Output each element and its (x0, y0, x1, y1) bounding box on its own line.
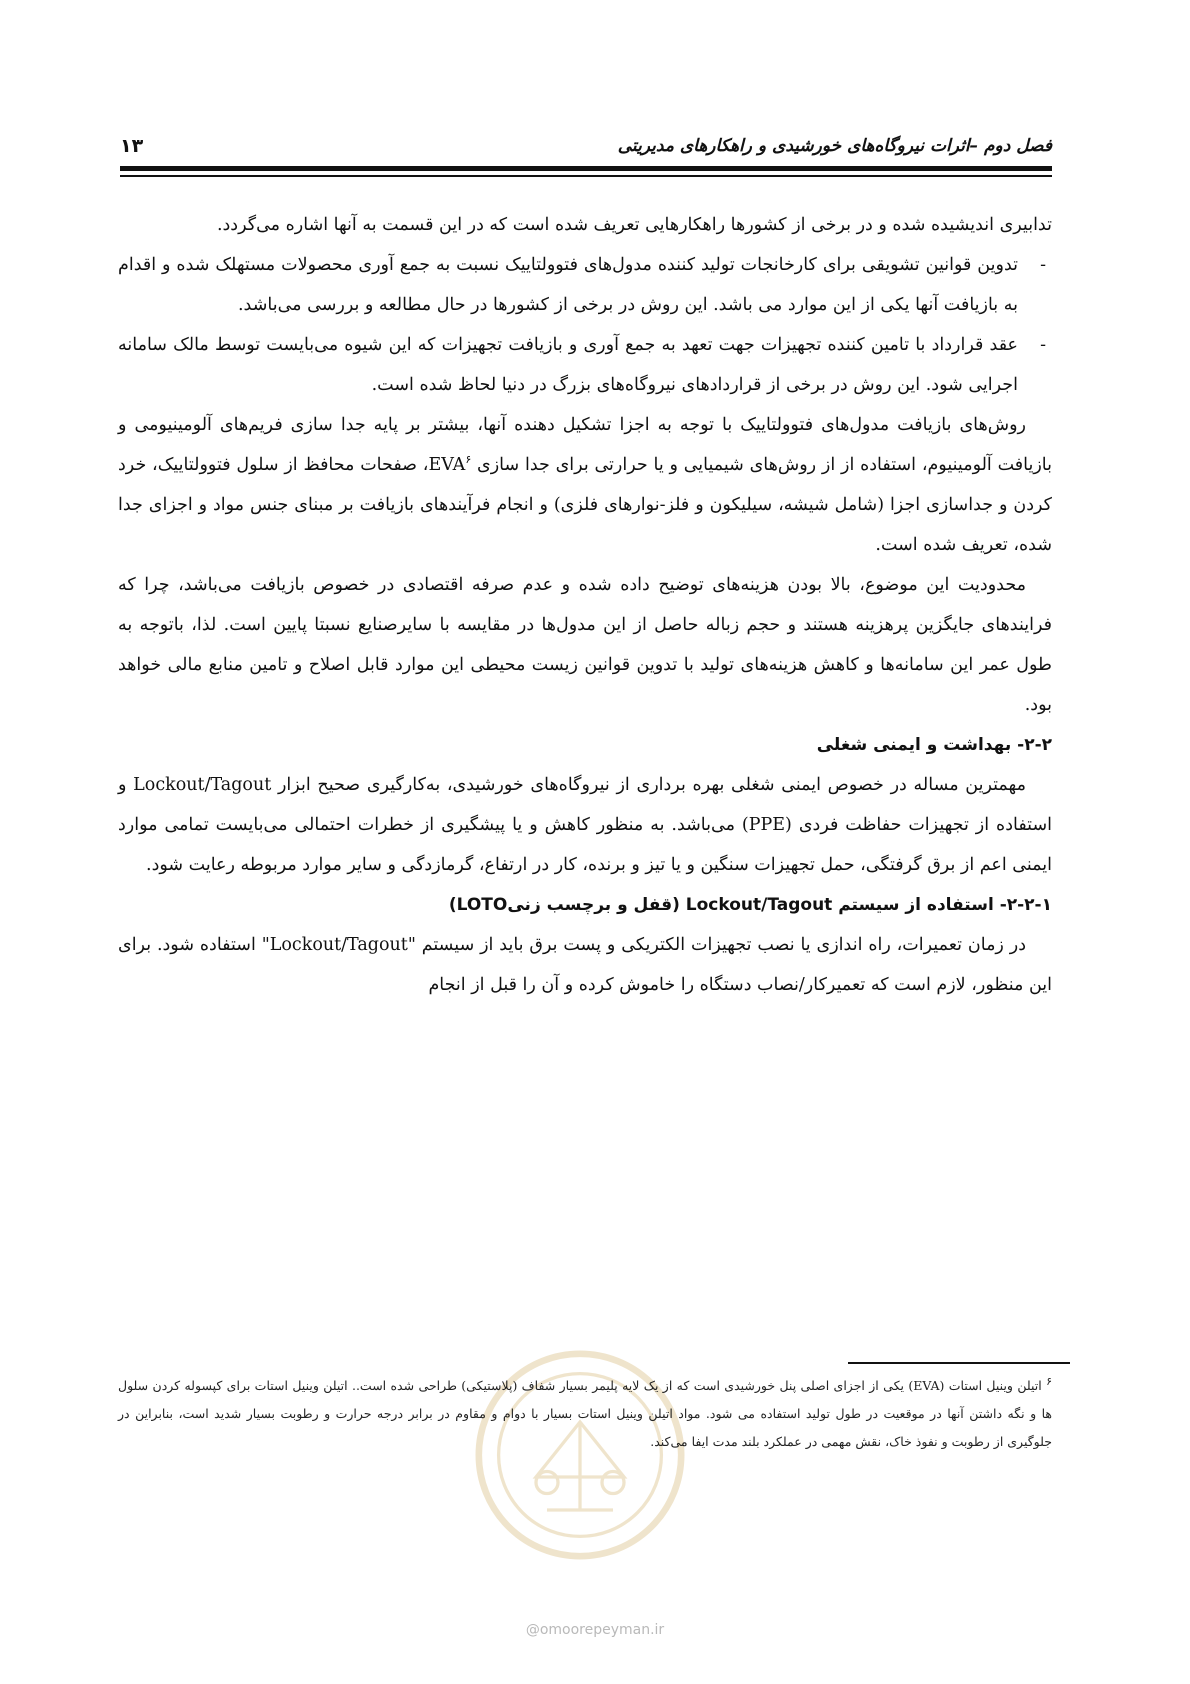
safety-text-b: و استفاده از تجهیزات حفاظت فردی (118, 775, 1052, 835)
safety-text-a: مهمترین مساله در خصوص ایمنی شغلی بهره برداری از نیروگاه‌های خورشیدی، به‌کارگیری صحیح ابزار (277, 775, 1026, 795)
section-heading-2-2-1 (118, 885, 1052, 925)
lockout-term: Lockout/Tagout (133, 775, 272, 795)
header-rule-thick (120, 166, 1052, 171)
footnote-separator (848, 1362, 1070, 1364)
footnote-ref[interactable]: ۶ (465, 453, 472, 467)
safety-paragraph (118, 765, 1052, 885)
ppe-term: (PPE) (741, 815, 792, 835)
header-rule-thin (120, 175, 1052, 177)
body-text (118, 205, 1052, 1005)
chapter-title: فصل دوم –اثرات نیروگاه‌های خورشیدی و راهکارهای مدیریتی (617, 136, 1052, 156)
watermark-site: @omoorepeyman.ir (525, 1622, 665, 1638)
bullet-item-2 (118, 325, 1052, 405)
recycling-text-b: ، صفحات محافظ از سلول فتوولتاییک، خرد کردن و جداسازی اجزا (شامل شیشه، سیلیکون و فلز-نوارهای فلزی) و انجام فرآیندهای بازیافت بر مبنای جنس مواد و اجزای جدا شده، تعریف شده است. (118, 455, 1052, 555)
footnote (118, 1372, 1052, 1456)
footnote-eva: (EVA) (908, 1378, 945, 1393)
safety-text-c: می‌باشد. به منظور کاهش و یا پیشگیری از خطرات احتمالی می‌بایست تمامی موارد ایمنی اعم از برق گرفتگی، حمل تجهیزات سنگین و یا تیز و برنده، کار در ارتفاع، گرمازدگی و سایر موارد مربوطه رعایت شود. (118, 815, 1052, 875)
loto-text-a: در زمان تعمیرات، راه اندازی یا نصب تجهیزات الکتریکی و پست برق باید از سیستم (415, 935, 1026, 955)
footnote-text-a: اتیلن وینیل استات (944, 1378, 1047, 1393)
heading-text-c: ) (448, 895, 457, 915)
page-number: ۱۳ (120, 135, 144, 157)
heading-text-b: (قفل و برچسب زنی (507, 895, 686, 915)
footnote-number: ۶ (1046, 1374, 1052, 1388)
heading-loto: LOTO (456, 895, 508, 915)
bullet-item-1 (118, 245, 1052, 325)
bullet-marker: - (1040, 335, 1046, 355)
bullet-marker: - (1040, 255, 1046, 275)
bullet-text-2: عقد قرارداد با تامین کننده تجهیزات جهت تعهد به جمع آوری و بازیافت تجهیزات که این شیوه می‌بایست توسط مالک سامانه اجرایی شود. این روش در برخی از قراردادهای نیروگاه‌های بزرگ در دنیا لحاظ شده است. (118, 335, 1018, 395)
bullet-text-1: تدوین قوانین تشویقی برای کارخانجات تولید کننده مدول‌های فتوولتاییک نسبت به جمع آوری محصولات مستهلک شده و اقدام به بازیافت آنها یکی از این موارد می باشد. این روش در برخی از کشورها در حال مطالعه و بررسی می‌باشد. (118, 255, 1018, 315)
heading-text-a: ۲-۲-۱- استفاده از سیستم (832, 895, 1052, 915)
page-header (120, 130, 1052, 162)
loto-text-b: استفاده شود. برای این منظور، لازم است که تعمیرکار/نصاب دستگاه را خاموش کرده و آن را قبل از انجام (118, 935, 1052, 995)
lockout-quoted: "Lockout/Tagout" (261, 935, 416, 955)
eva-term: EVA (428, 455, 466, 475)
intro-paragraph: تدابیری اندیشیده شده و در برخی از کشورها راهکارهایی تعریف شده است که در این قسمت به آنها اشاره می‌گردد. (216, 215, 1052, 235)
loto-paragraph (118, 925, 1052, 1005)
footnote-text-b: یکی از اجزای اصلی پنل خورشیدی است که از یک لایه پلیمر بسیار شفاف (پلاستیکی) طراحی شده است.. اتیلن وینیل استات برای کپسوله کردن سلول ها و نگه داشتن آنها در موقعیت در طول تولید استفاده می شود. مواد اتیلن وینیل استات بسیار با دوام و مقاوم در برابر درجه حرارت و رطوبت بسیار شدید است، بنابراین در جلوگیری از رطوبت و نفوذ خاک، نقش مهمی در عملکرد بلند مدت ایفا می‌کند. (118, 1378, 1052, 1449)
section-heading-2-2: ۲-۲- بهداشت و ایمنی شغلی (816, 735, 1052, 755)
recycling-paragraph (118, 405, 1052, 565)
recycling-text-a: روش‌های بازیافت مدول‌های فتوولتاییک با توجه به اجزا تشکیل دهنده آنها، بیشتر بر پایه جدا سازی فریم‌های آلومینیومی و بازیافت آلومینیوم، استفاده از از روش‌های شیمیایی و یا حرارتی برای جدا سازی (118, 415, 1052, 475)
limitation-paragraph: محدودیت این موضوع، بالا بودن هزینه‌های توضیح داده شده و عدم صرفه اقتصادی در خصوص بازیافت می‌باشد، چرا که فرایندهای جایگزین پرهزینه هستند و حجم زباله حاصل از این مدول‌ها در مقایسه با سایرصنایع نسبتا پایین است. لذا، باتوجه به طول عمر این سامانه‌ها و کاهش هزینه‌های تولید با تدوین قوانین زیست محیطی این موارد قابل اصلاح و تامین منابع مالی خواهد بود. (118, 575, 1052, 715)
heading-lockout: Lockout/Tagout (685, 895, 833, 915)
